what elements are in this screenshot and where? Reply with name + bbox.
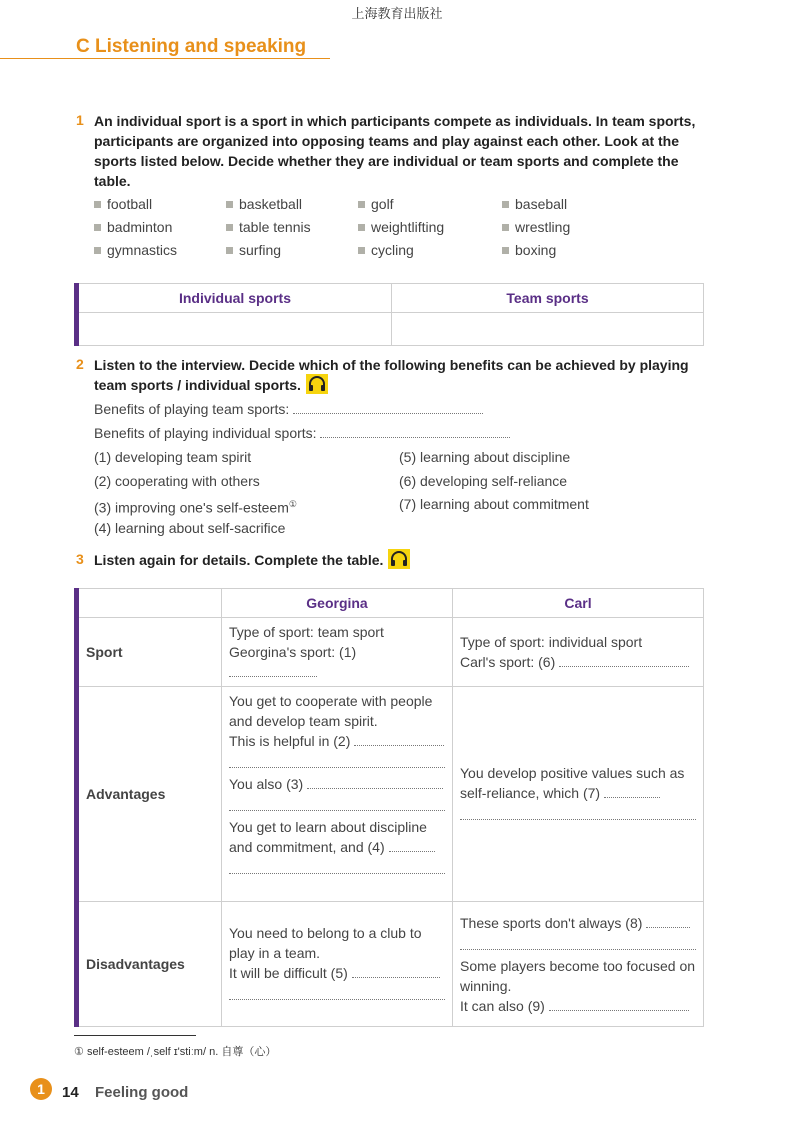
section-title: C Listening and speaking — [76, 36, 307, 57]
carl-sport-cell: Type of sport: individual sport Carl's sport: (6) — [453, 618, 704, 687]
bullet-icon — [502, 224, 509, 231]
blank-2-continued[interactable] — [229, 753, 445, 768]
sports-row — [94, 242, 694, 265]
benefit-options-left — [94, 447, 297, 541]
blank-6[interactable] — [559, 654, 689, 667]
footnote: ① self-esteem /ˌself ɪ'stiːm/ n. 自尊（心） — [74, 1046, 277, 1058]
blank-9[interactable] — [549, 998, 689, 1011]
blank-7[interactable] — [604, 785, 660, 798]
bullet-icon — [502, 247, 509, 254]
publisher-header: 上海教育出版社 — [351, 7, 443, 22]
question-text: An individual sport is a sport in which participants compete as individuals. In team sports, participants are organized into opposing teams and play against each other. Look at the sports listed below. Decide whether they are individual or team sports and complete the table. — [94, 113, 696, 189]
sports-classification-table — [74, 283, 704, 346]
blank-2[interactable] — [354, 733, 444, 746]
blank-5[interactable] — [352, 965, 440, 978]
table-corner-cell — [77, 589, 222, 618]
headphones-icon[interactable] — [388, 549, 410, 569]
carl-advantages-cell: You develop positive values such as self-reliance, which (7) — [453, 687, 704, 902]
bullet-icon — [226, 247, 233, 254]
header-individual-sports: Individual sports — [77, 284, 392, 313]
sports-list — [94, 196, 694, 265]
benefit-option: (7) learning about commitment — [399, 496, 589, 512]
question-2 — [76, 355, 696, 396]
unit-title: Feeling good — [95, 1084, 189, 1101]
carl-disadvantages-cell: These sports don't always (8) Some players become too focused on winning. It can also (9) — [453, 902, 704, 1027]
footnote-rule — [74, 1035, 196, 1036]
sport-item: football — [94, 196, 152, 212]
sport-item: golf — [358, 196, 394, 212]
header-team-sports: Team sports — [392, 284, 704, 313]
header-georgina: Georgina — [222, 589, 453, 618]
benefits-team-blank[interactable] — [293, 401, 483, 414]
georgina-sport-cell: Type of sport: team sport Georgina's sport: (1) — [222, 618, 453, 687]
row-label-disadvantages: Disadvantages — [77, 902, 222, 1027]
blank-5-continued[interactable] — [229, 985, 445, 1000]
benefits-individual-line: Benefits of playing individual sports: — [94, 423, 510, 443]
sport-item: cycling — [358, 242, 414, 258]
details-table — [74, 588, 704, 1027]
sports-row — [94, 196, 694, 219]
blank-8[interactable] — [646, 915, 690, 928]
sport-item: wrestling — [502, 219, 570, 235]
blank-4[interactable] — [389, 839, 435, 852]
blank-1[interactable] — [229, 664, 317, 677]
question-number: 3 — [76, 551, 84, 567]
bullet-icon — [94, 201, 101, 208]
benefit-option: (1) developing team spirit — [94, 449, 252, 465]
benefit-option: (5) learning about discipline — [399, 449, 571, 465]
blank-7-continued[interactable] — [460, 805, 696, 820]
page-number: 14 — [62, 1084, 79, 1101]
question-3 — [76, 550, 696, 571]
section-title-underline — [0, 58, 330, 59]
row-label-sport: Sport — [77, 618, 222, 687]
team-sports-answer-cell[interactable] — [392, 313, 704, 346]
bullet-icon — [502, 201, 509, 208]
bullet-icon — [94, 247, 101, 254]
footnote-marker: ① — [288, 499, 297, 509]
bullet-icon — [94, 224, 101, 231]
sport-item: badminton — [94, 219, 172, 235]
sport-item: boxing — [502, 242, 556, 258]
sport-item: baseball — [502, 196, 567, 212]
sport-item: surfing — [226, 242, 281, 258]
blank-3-continued[interactable] — [229, 796, 445, 811]
blank-4-continued[interactable] — [229, 859, 445, 874]
sports-row — [94, 219, 694, 242]
blank-8-continued[interactable] — [460, 935, 696, 950]
bullet-icon — [226, 224, 233, 231]
sport-item: weightlifting — [358, 219, 444, 235]
row-label-advantages: Advantages — [77, 687, 222, 902]
benefit-option: (2) cooperating with others — [94, 472, 260, 489]
unit-number-badge: 1 — [30, 1078, 52, 1100]
sport-item: table tennis — [226, 219, 311, 235]
bullet-icon — [358, 224, 365, 231]
bullet-icon — [358, 201, 365, 208]
benefits-individual-blank[interactable] — [320, 425, 510, 438]
headphones-icon[interactable] — [306, 374, 328, 394]
georgina-advantages-cell: You get to cooperate with people and develop team spirit. This is helpful in (2) You also (3) You get to learn about discipline and commitment, and (4) — [222, 687, 453, 902]
benefit-option: (6) developing self-reliance — [399, 472, 568, 489]
individual-sports-answer-cell[interactable] — [77, 313, 392, 346]
question-1 — [76, 111, 696, 191]
question-number: 2 — [76, 356, 84, 372]
blank-3[interactable] — [307, 776, 443, 789]
question-text: Listen to the interview. Decide which of the following benefits can be achieved by playing team sports / individual sports. — [94, 357, 689, 393]
question-text: Listen again for details. Complete the table. — [94, 550, 696, 571]
header-carl: Carl — [453, 589, 704, 618]
benefits-team-line: Benefits of playing team sports: — [94, 399, 483, 419]
benefit-options-right — [399, 447, 589, 518]
georgina-disadvantages-cell: You need to belong to a club to play in a team. It will be difficult (5) — [222, 902, 453, 1027]
benefit-option: (3) improving one's self-esteem① — [94, 499, 297, 516]
bullet-icon — [226, 201, 233, 208]
benefit-option: (4) learning about self-sacrifice — [94, 519, 286, 536]
bullet-icon — [358, 247, 365, 254]
sport-item: gymnastics — [94, 242, 177, 258]
question-number: 1 — [76, 112, 84, 128]
sport-item: basketball — [226, 196, 302, 212]
